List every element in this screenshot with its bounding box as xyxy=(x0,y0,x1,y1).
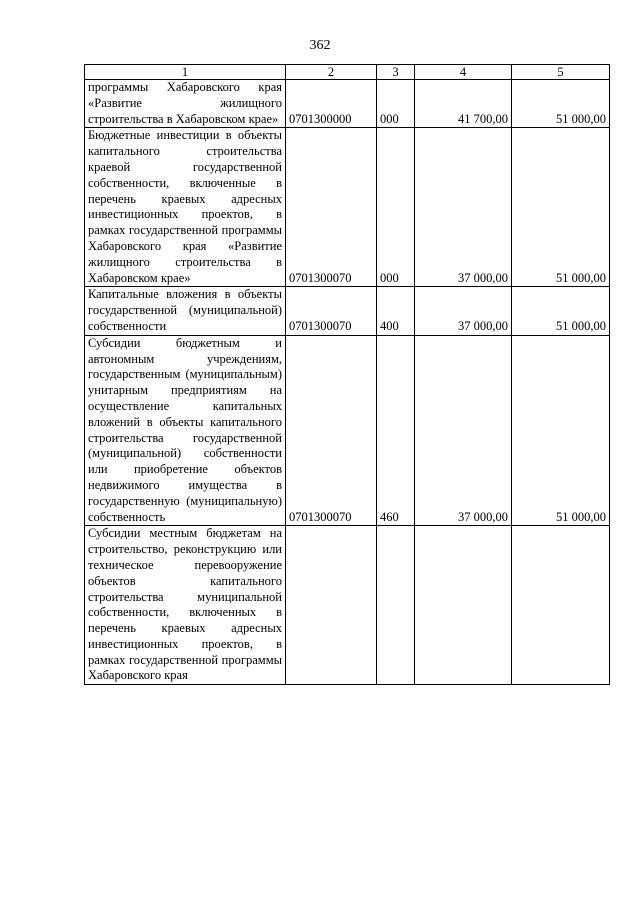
budget-table xyxy=(84,64,610,685)
table-row xyxy=(85,80,610,128)
row-expense-type-cell xyxy=(377,526,415,685)
row-sum2-cell: 51 000,00 xyxy=(512,128,610,287)
row-sum2-cell: 51 000,00 xyxy=(512,287,610,335)
table-header-row xyxy=(85,65,610,80)
row-sum1-cell: 37 000,00 xyxy=(415,128,512,287)
row-sum2-cell: 51 000,00 xyxy=(512,335,610,526)
row-sum1-cell: 37 000,00 xyxy=(415,335,512,526)
row-name-cell: программы Хабаровского края «Развитие жилищного строительства в Хабаровском крае» xyxy=(85,80,286,128)
row-name-cell: Капитальные вложения в объекты государственной (муниципальной) собственности xyxy=(85,287,286,335)
row-name-cell: Бюджетные инвестиции в объекты капитального строительства краевой государственной собственности, включенные в перечень краевых адресных инвестиционных проектов, в рамках государственной программы Хабаровского края «Развитие жилищного строительства в Хабаровском крае» xyxy=(85,128,286,287)
row-code-cell: 0701300070 xyxy=(286,335,377,526)
row-code-cell xyxy=(286,526,377,685)
row-code-cell: 0701300070 xyxy=(286,287,377,335)
table-row xyxy=(85,128,610,287)
row-expense-type-cell: 000 xyxy=(377,128,415,287)
column-header-4: 4 xyxy=(415,65,512,80)
row-sum1-cell xyxy=(415,526,512,685)
row-sum1-cell: 37 000,00 xyxy=(415,287,512,335)
row-expense-type-cell: 000 xyxy=(377,80,415,128)
row-name-cell: Субсидии местным бюджетам на строительство, реконструкцию или техническое перевооружение объектов капитального строительства муниципальной собственности, включенных в перечень краевых адресных инвестиционных проектов, в рамках государственной программы Хабаровского края xyxy=(85,526,286,685)
page-number: 362 xyxy=(309,38,331,53)
column-header-3: 3 xyxy=(377,65,415,80)
table-row xyxy=(85,287,610,335)
row-expense-type-cell: 460 xyxy=(377,335,415,526)
column-header-1: 1 xyxy=(85,65,286,80)
column-header-2: 2 xyxy=(286,65,377,80)
row-code-cell: 0701300070 xyxy=(286,128,377,287)
row-expense-type-cell: 400 xyxy=(377,287,415,335)
table-row xyxy=(85,335,610,526)
row-sum1-cell: 41 700,00 xyxy=(415,80,512,128)
row-sum2-cell: 51 000,00 xyxy=(512,80,610,128)
row-code-cell: 0701300000 xyxy=(286,80,377,128)
column-header-5: 5 xyxy=(512,65,610,80)
row-name-cell: Субсидии бюджетным и автономным учреждениям, государственным (муниципальным) унитарным предприятиям на осуществление капитальных вложений в объекты капитального строительства государственной (муниципальной) собственности или приобретение объектов недвижимого имущества в государственную (муниципальную) собственность xyxy=(85,335,286,526)
table-row xyxy=(85,526,610,685)
row-sum2-cell xyxy=(512,526,610,685)
